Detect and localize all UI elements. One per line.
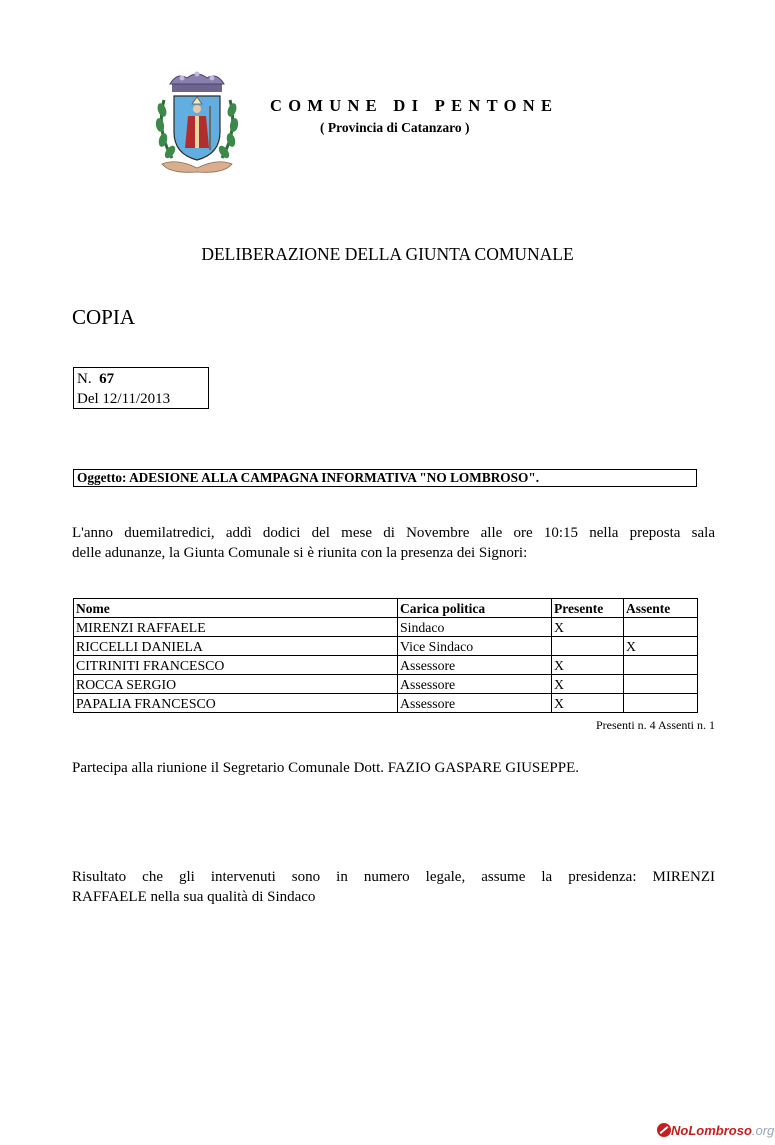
oggetto-box: Oggetto: ADESIONE ALLA CAMPAGNA INFORMATIVA "NO LOMBROSO". — [73, 469, 697, 487]
intro-line-1: L'anno duemilatredici, addì dodici del mese di Novembre alle ore 10:15 nella preposta sala — [72, 525, 715, 541]
cell-presente: X — [552, 656, 624, 675]
cell-presente: X — [552, 694, 624, 713]
cell-carica: Assessore — [398, 656, 552, 675]
column-header-assente: Assente — [624, 599, 698, 618]
column-header-presente: Presente — [552, 599, 624, 618]
numero-value: 67 — [99, 371, 115, 387]
table-row — [74, 694, 698, 713]
attendance-totals: Presenti n. 4 Assenti n. 1 — [596, 718, 715, 732]
risultato-line-2: RAFFAELE nella sua qualità di Sindaco — [72, 889, 316, 905]
risultato-line-1: Risultato che gli intervenuti sono in numero legale, assume la presidenza: MIRENZI — [72, 869, 715, 885]
cell-carica: Vice Sindaco — [398, 637, 552, 656]
attendance-table — [73, 598, 698, 713]
column-header-nome: Nome — [74, 599, 398, 618]
intro-paragraph — [72, 523, 715, 563]
table-row — [74, 618, 698, 637]
cell-carica: Assessore — [398, 675, 552, 694]
table-row — [74, 675, 698, 694]
cell-nome: RICCELLI DANIELA — [74, 637, 398, 656]
watermark — [657, 1121, 774, 1141]
cell-assente — [624, 618, 698, 637]
table-header-row — [74, 599, 698, 618]
cell-assente — [624, 675, 698, 694]
provincia-label: ( Provincia di Catanzaro ) — [320, 120, 470, 135]
cell-assente: X — [624, 637, 698, 656]
cell-nome: PAPALIA FRANCESCO — [74, 694, 398, 713]
cell-nome: CITRINITI FRANCESCO — [74, 656, 398, 675]
watermark-text: NoLombroso — [671, 1122, 752, 1138]
segretario-paragraph: Partecipa alla riunione il Segretario Comunale Dott. FAZIO GASPARE GIUSEPPE. — [72, 760, 580, 776]
risultato-paragraph — [72, 867, 715, 907]
cell-carica: Sindaco — [398, 618, 552, 637]
column-header-carica: Carica politica — [398, 599, 552, 618]
watermark-ext: .org — [751, 1122, 775, 1138]
comune-name: COMUNE DI PENTONE — [270, 96, 559, 115]
cell-nome: MIRENZI RAFFAELE — [74, 618, 398, 637]
table-row — [74, 637, 698, 656]
numero-label: N. — [77, 371, 92, 387]
cell-presente: X — [552, 618, 624, 637]
copia-label: COPIA — [72, 305, 136, 329]
no-sign-icon — [657, 1123, 671, 1137]
delibera-number-box — [73, 367, 209, 409]
data-line: Del 12/11/2013 — [77, 391, 171, 407]
cell-assente — [624, 656, 698, 675]
cell-carica: Assessore — [398, 694, 552, 713]
cell-presente — [552, 637, 624, 656]
cell-assente — [624, 694, 698, 713]
cell-presente: X — [552, 675, 624, 694]
document-title: DELIBERAZIONE DELLA GIUNTA COMUNALE — [201, 244, 574, 264]
coat-of-arms-icon — [152, 70, 242, 180]
table-row — [74, 656, 698, 675]
intro-line-2: delle adunanze, la Giunta Comunale si è riunita con la presenza dei Signori: — [72, 545, 528, 561]
cell-nome: ROCCA SERGIO — [74, 675, 398, 694]
